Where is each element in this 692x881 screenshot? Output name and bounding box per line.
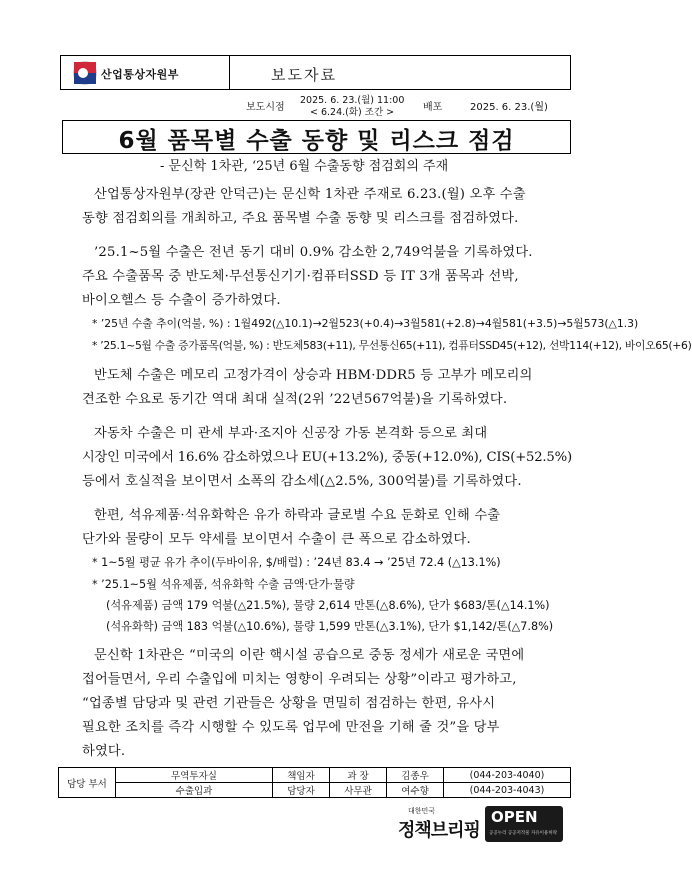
distribution-label: 배포 [423, 102, 443, 113]
para4-line1: 자동차 수출은 미 관세 부과·조지아 신공장 가동 본격화 등으로 최대 [94, 426, 488, 441]
para2-line2: 주요 수출품목 중 반도체·무선통신기기·컴퓨터SSD 등 IT 3개 품목과 선박, [82, 269, 519, 284]
open-sub: 공공누리 공공저작물 자유이용허락 [489, 831, 558, 836]
subtitle: - 문신학 1차관, ‘25년 6월 수출동향 점검회의 주재 [160, 159, 449, 174]
para6-line1: 문신학 1차관은 “미국의 이란 핵시설 공습으로 중동 정세가 새로운 국면에 [94, 648, 525, 663]
page-title: 6월 품목별 수출 동향 및 리스크 점검 [118, 128, 515, 154]
note-petro-products: (석유제품) 금액 179 억불(△21.5%), 물량 2,614 만톤(△8.6%), 단가 $683/톤(△14.1%) [106, 599, 550, 612]
title-box [62, 120, 571, 154]
ministry-cell [61, 56, 230, 89]
para1-line1: 산업통상자원부(장관 안덕근)는 문신학 1차관 주재로 6.23.(월) 오후 수출 [94, 187, 526, 202]
responsible-title: 과 장 [330, 768, 387, 783]
responsible-name: 김종우 [387, 768, 444, 783]
para4-line3: 등에서 호실적을 보이면서 소폭의 감소세(△2.5%, 300억불)를 기록하였다. [82, 474, 522, 489]
staff-title: 사무관 [330, 783, 387, 798]
staff-name: 여수향 [387, 783, 444, 798]
responsible-phone: (044-203-4040) [444, 768, 571, 783]
header-box [60, 55, 571, 90]
responsible-label: 책임자 [273, 768, 330, 783]
note-export-trend: * ’25년 수출 추이(억불, %) : 1월492(△10.1)→2월523(+0.4)→3월581(+2.8)→4월581(+3.5)→5월573(△1.3) [92, 317, 639, 330]
open-license-badge [485, 806, 563, 842]
release-papers: < 6.24.(화) 조간 > [310, 107, 395, 118]
note-growth-items: * ’25.1~5월 수출 증가품목(억불, %) : 반도체583(+11), 무선통신65(+11), 컴퓨터SSD45(+12), 선박114(+12), 바이오65(+6) [92, 339, 692, 352]
para6-line4: 필요한 조치를 즉각 시행할 수 있도록 업무에 만전을 기해 줄 것”을 당부 [82, 720, 500, 735]
para4-line2: 시장인 미국에서 16.6% 감소하였으나 EU(+13.2%), 중동(+12.0%), CIS(+52.5%) [82, 450, 572, 465]
ministry-name: 산업통상자원부 [101, 68, 179, 81]
release-time: 2025. 6. 23.(월) 11:00 [300, 95, 405, 106]
note-petrochemicals: (석유화학) 금액 183 억불(△10.6%), 물량 1,599 만톤(△3.1%), 단가 $1,142/톤(△7.8%) [106, 620, 554, 633]
para3-line2: 견조한 수요로 동기간 역대 최대 실적(2위 ’22년567억불)을 기록하였다. [82, 392, 508, 407]
para1-line2: 동향 점검회의를 개최하고, 주요 품목별 수출 동향 및 리스크를 점검하였다. [82, 211, 519, 226]
para6-line2: 접어들면서, 우리 수출입에 미치는 영향이 우려되는 상황”이라고 평가하고, [82, 672, 517, 687]
policy-briefing-logo [398, 806, 480, 842]
staff-label: 담당자 [273, 783, 330, 798]
press-release-title: 보도자료 [271, 66, 337, 84]
para6-line5: 하였다. [82, 744, 126, 759]
dept-division: 수출입과 [116, 783, 273, 798]
release-label: 보도시점 [246, 102, 285, 113]
para5-line2: 단가와 물량이 모두 약세를 보이면서 수출이 큰 폭으로 감소하였다. [82, 532, 471, 547]
staff-phone: (044-203-4043) [444, 783, 571, 798]
para5-line1: 한편, 석유제품·석유화학은 유가 하락과 글로벌 수요 둔화로 인해 수출 [94, 508, 501, 523]
dept-label: 담당 부서 [59, 768, 116, 798]
para6-line3: “업종별 담당과 및 관련 기관들은 상황을 면밀히 점검하는 한편, 유사시 [82, 696, 496, 711]
brand-small: 대한민국 [408, 807, 436, 815]
note-oil-price: * 1~5월 평균 유가 추이(두바이유, $/배럴) : ’24년 83.4 → ’25년 72.4 (△13.1%) [92, 556, 501, 569]
brand-name: 정책브리핑 [398, 820, 480, 841]
note-petro-header: * ’25.1~5월 석유제품, 석유화학 수출 금액·단가·물량 [92, 578, 355, 591]
contact-table [58, 767, 571, 798]
ministry-logo-icon [73, 61, 97, 85]
dept-office: 무역투자실 [116, 768, 273, 783]
para3-line1: 반도체 수출은 메모리 고정가격이 상승과 HBM·DDR5 등 고부가 메모리의 [94, 368, 533, 383]
para2-line1: ’25.1~5월 수출은 전년 동기 대비 0.9% 감소한 2,749억불을 기록하였다. [94, 245, 533, 260]
distribution-date: 2025. 6. 23.(월) [470, 102, 548, 113]
para2-line3: 바이오헬스 등 수출이 증가하였다. [82, 293, 281, 308]
open-label: OPEN [491, 808, 538, 826]
